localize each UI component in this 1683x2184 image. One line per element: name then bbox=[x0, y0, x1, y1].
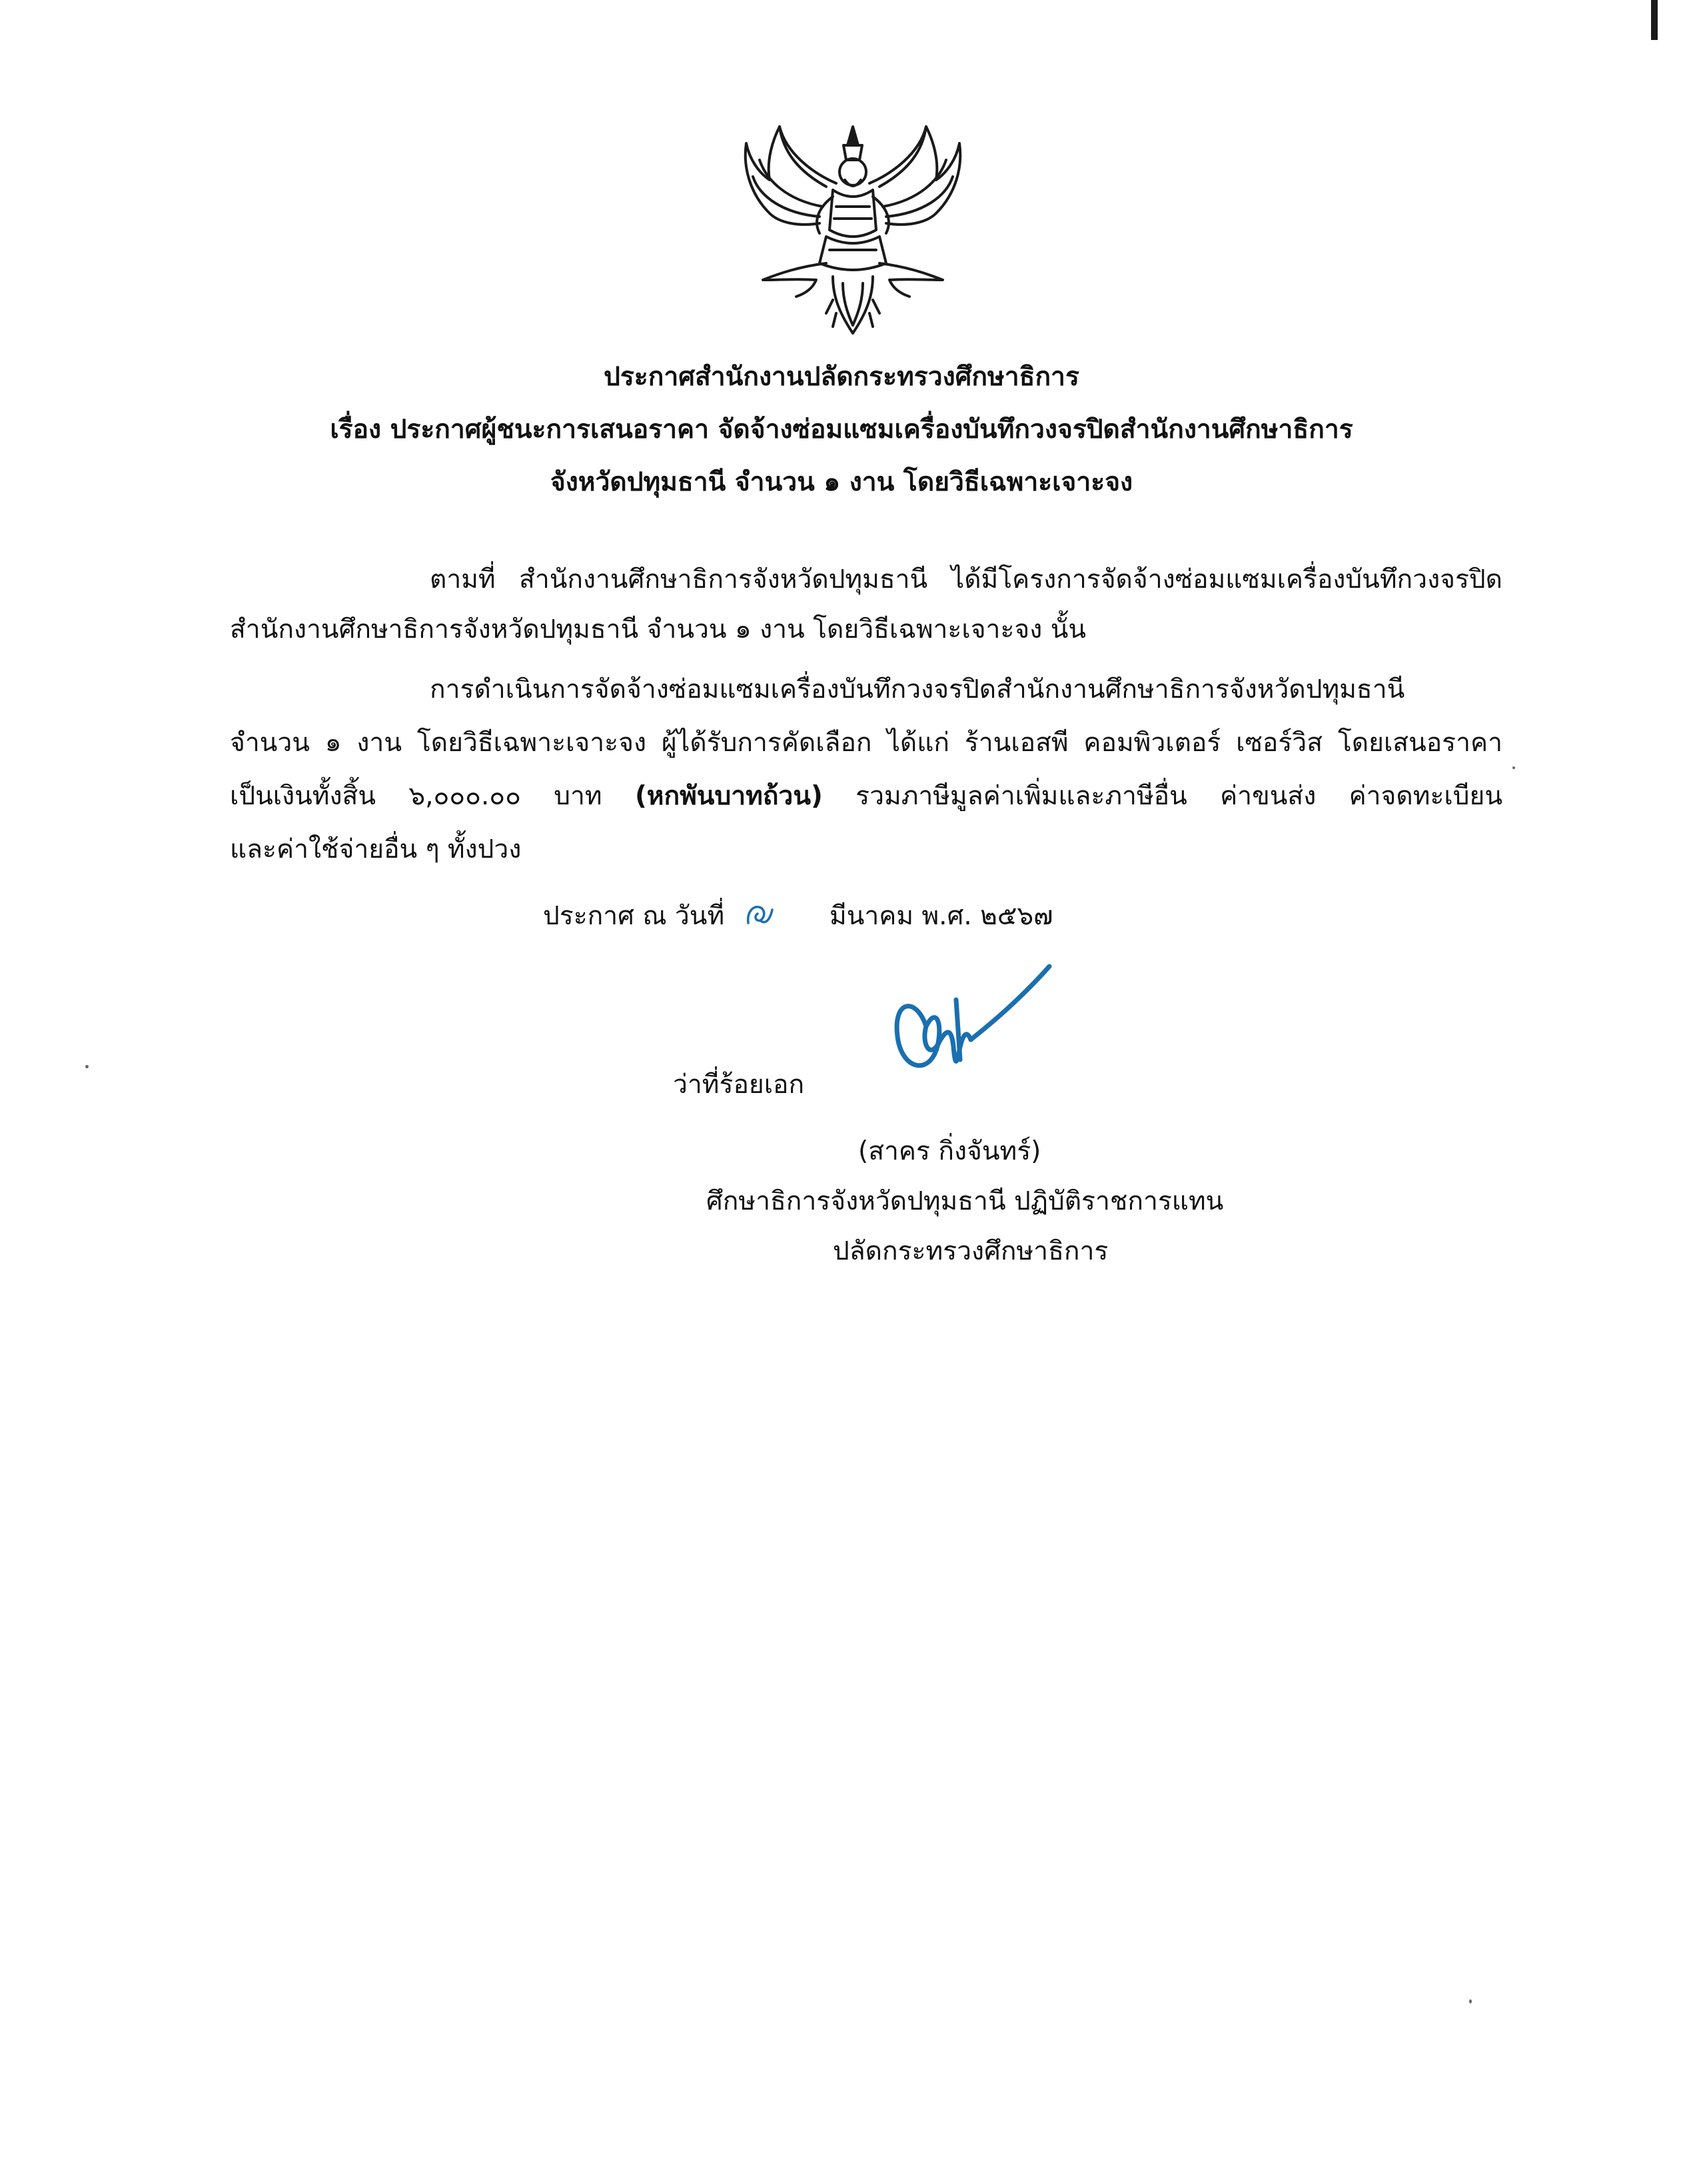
date-prefix: ประกาศ ณ วันที่ bbox=[543, 901, 725, 931]
paragraph-1-line-1: ตามที่ สำนักงานศึกษาธิการจังหวัดปทุมธานี ได้มีโครงการจัดจ้างซ่อมแซมเครื่องบันทึกวงจรปิด bbox=[430, 564, 1502, 594]
scan-speck bbox=[1512, 766, 1515, 769]
scan-speck bbox=[1469, 1999, 1472, 2003]
handwritten-day bbox=[743, 896, 776, 933]
signer-name: (สาคร กิ่งจันทร์) bbox=[858, 1136, 1041, 1166]
garuda-emblem-icon bbox=[733, 113, 973, 347]
paragraph-2-line-2: จำนวน ๑ งาน โดยวิธีเฉพาะเจาะจง ผู้ได้รับการคัดเลือก ได้แก่ ร้านเอสพี คอมพิวเตอร์ เซอร์วิส โดยเสนอราคา bbox=[230, 728, 1502, 758]
handwritten-signature bbox=[889, 960, 1056, 1120]
signer-position-line-1: ศึกษาธิการจังหวัดปทุมธานี ปฏิบัติราชการแทน bbox=[706, 1186, 1224, 1216]
date-month-year: มีนาคม พ.ศ. ๒๕๖๗ bbox=[830, 901, 1053, 931]
scan-speck bbox=[85, 1065, 89, 1068]
paragraph-2-line-3 bbox=[230, 776, 1502, 816]
document-subject-line-2: จังหวัดปทุมธานี จำนวน ๑ งาน โดยวิธีเฉพาะเจาะจง bbox=[550, 467, 1133, 497]
price-in-words: (หกพันบาทถ้วน) bbox=[634, 781, 823, 811]
document-subject-line-1: เรื่อง ประกาศผู้ชนะการเสนอราคา จัดจ้างซ่อมแซมเครื่องบันทึกวงจรปิดสำนักงานศึกษาธิการ bbox=[330, 415, 1353, 445]
price-inclusions: รวมภาษีมูลค่าเพิ่มและภาษีอื่น ค่าขนส่ง ค่าจดทะเบียน bbox=[822, 781, 1502, 811]
paragraph-1-line-2: สำนักงานศึกษาธิการจังหวัดปทุมธานี จำนวน ๑ งาน โดยวิธีเฉพาะเจาะจง นั้น bbox=[230, 614, 1087, 644]
paragraph-2-line-1: การดำเนินการจัดจ้างซ่อมแซมเครื่องบันทึกวงจรปิดสำนักงานศึกษาธิการจังหวัดปทุมธานี bbox=[430, 674, 1405, 704]
document-title: ประกาศสำนักงานปลัดกระทรวงศึกษาธิการ bbox=[604, 362, 1079, 392]
paragraph-2-line-4: และค่าใช้จ่ายอื่น ๆ ทั้งปวง bbox=[230, 834, 522, 864]
signer-position-line-2: ปลัดกระทรวงศึกษาธิการ bbox=[833, 1236, 1109, 1266]
price-text: เป็นเงินทั้งสิ้น ๖,๐๐๐.๐๐ บาท bbox=[230, 781, 635, 811]
scan-edge-mark bbox=[1651, 0, 1658, 40]
signer-rank: ว่าที่ร้อยเอก bbox=[673, 1070, 805, 1100]
